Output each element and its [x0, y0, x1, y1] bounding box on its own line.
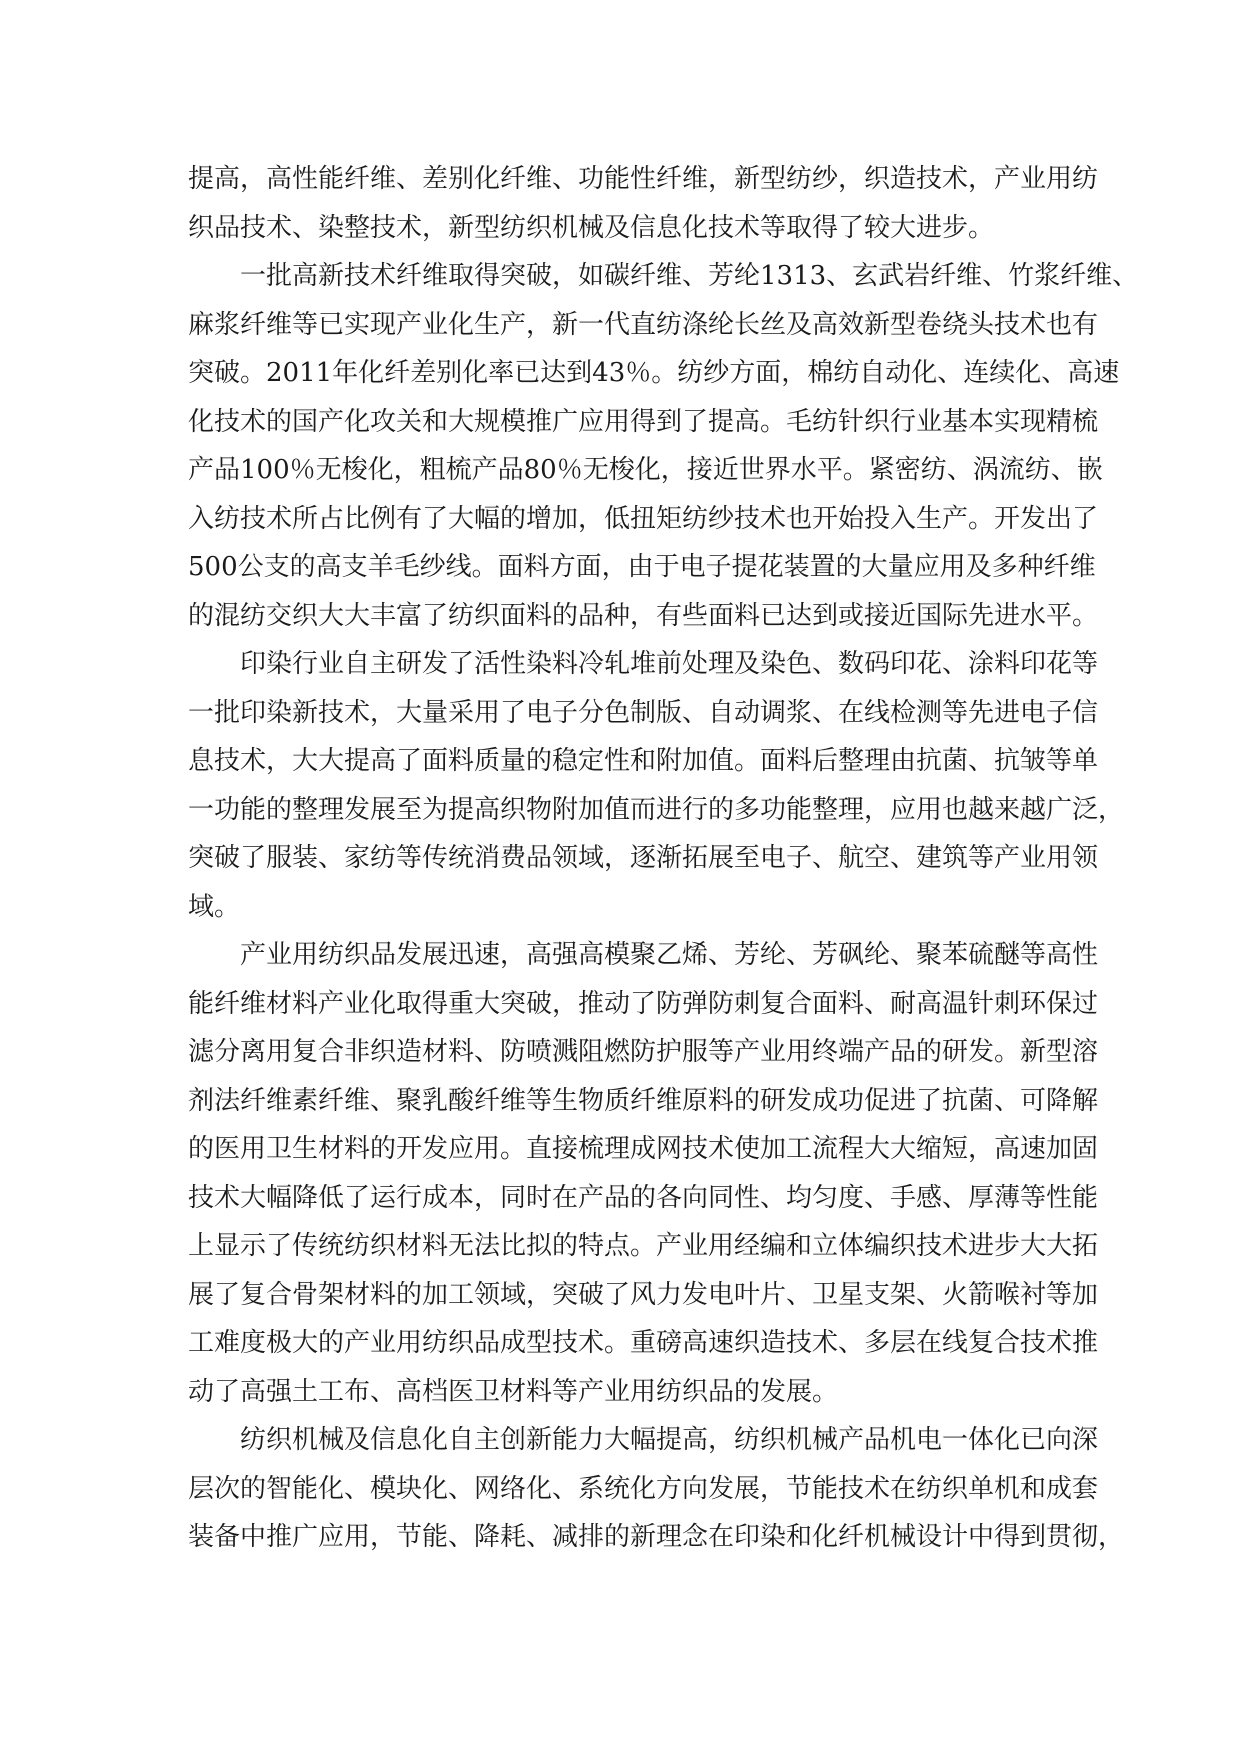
text-line: 剂法纤维素纤维、聚乳酸纤维等生物质纤维原料的研发成功促进了抗菌、可降解: [188, 1085, 1099, 1116]
text-line: 工难度极大的产业用纺织品成型技术。重磅高速织造技术、多层在线复合技术推: [188, 1328, 1099, 1358]
text-line: 化技术的国产化攻关和大规模推广应用得到了提高。毛纺针织行业基本实现精梳: [188, 406, 1099, 437]
text-line: 入纺技术所占比例有了大幅的增加，低扭矩纺纱技术也开始投入生产。开发出了: [188, 503, 1099, 534]
text-line: 突破了服装、家纺等传统消费品领域，逐渐拓展至电子、航空、建筑等产业用领: [188, 843, 1099, 873]
text-line: 产品100％无梭化，粗梳产品80％无梭化，接近世界水平。紧密纺、涡流纺、嵌: [188, 455, 1103, 485]
paragraph-3: [188, 640, 1125, 931]
body-text: [188, 155, 1139, 1562]
text-line: 产业用纺织品发展迅速，高强高模聚乙烯、芳纶、芳砜纶、聚苯硫醚等高性: [240, 940, 1099, 970]
text-line: 一批印染新技术，大量采用了电子分色制版、自动调浆、在线检测等先进电子信: [188, 697, 1099, 728]
text-line: 层次的智能化、模块化、网络化、系统化方向发展，节能技术在纺织单机和成套: [188, 1473, 1099, 1504]
text-line: 一功能的整理发展至为提高织物附加值而进行的多功能整理，应用也越来越广泛，: [188, 794, 1125, 825]
text-line: 能纤维材料产业化取得重大突破，推动了防弹防刺复合面料、耐高温针刺环保过: [188, 988, 1099, 1019]
text-line: 一批高新技术纤维取得突破，如碳纤维、芳纶1313、玄武岩纤维、竹浆纤维、: [240, 261, 1139, 291]
text-line: 纺织机械及信息化自主创新能力大幅提高，纺织机械产品机电一体化已向深: [240, 1425, 1099, 1455]
text-line: 上显示了传统纺织材料无法比拟的特点。产业用经编和立体编织技术进步大大拓: [188, 1231, 1099, 1261]
paragraph-2: [188, 252, 1139, 640]
paragraph-1: [188, 155, 1099, 252]
text-line: 展了复合骨架材料的加工领域，突破了风力发电叶片、卫星支架、火箭喉衬等加: [188, 1279, 1099, 1310]
text-line: 500公支的高支羊毛纱线。面料方面，由于电子提花装置的大量应用及多种纤维: [188, 552, 1096, 582]
text-line: 域。: [188, 891, 241, 922]
text-line: 突破。2011年化纤差别化率已达到43％。纺纱方面，棉纺自动化、连续化、高速: [188, 358, 1120, 388]
text-line: 息技术，大大提高了面料质量的稳定性和附加值。面料后整理由抗菌、抗皱等单: [188, 746, 1099, 776]
text-line: 提高，高性能纤维、差别化纤维、功能性纤维，新型纺纱，织造技术，产业用纺: [188, 164, 1099, 194]
text-line: 动了高强土工布、高档医卫材料等产业用纺织品的发展。: [188, 1376, 839, 1407]
text-line: 麻浆纤维等已实现产业化生产，新一代直纺涤纶长丝及高效新型卷绕头技术也有: [188, 309, 1099, 340]
text-line: 织品技术、染整技术，新型纺织机械及信息化技术等取得了较大进步。: [188, 212, 995, 243]
paragraph-4: [188, 931, 1099, 1416]
text-line: 的医用卫生材料的开发应用。直接梳理成网技术使加工流程大大缩短，高速加固: [188, 1134, 1099, 1164]
text-line: 装备中推广应用，节能、降耗、减排的新理念在印染和化纤机械设计中得到贯彻，: [188, 1522, 1125, 1552]
text-line: 技术大幅降低了运行成本，同时在产品的各向同性、均匀度、手感、厚薄等性能: [188, 1182, 1099, 1213]
paragraph-5: [188, 1416, 1125, 1562]
text-line: 印染行业自主研发了活性染料冷轧堆前处理及染色、数码印花、涂料印花等: [240, 649, 1099, 679]
text-line: 滤分离用复合非织造材料、防喷溅阻燃防护服等产业用终端产品的研发。新型溶: [188, 1037, 1099, 1067]
text-line: 的混纺交织大大丰富了纺织面料的品种，有些面料已达到或接近国际先进水平。: [188, 600, 1099, 631]
